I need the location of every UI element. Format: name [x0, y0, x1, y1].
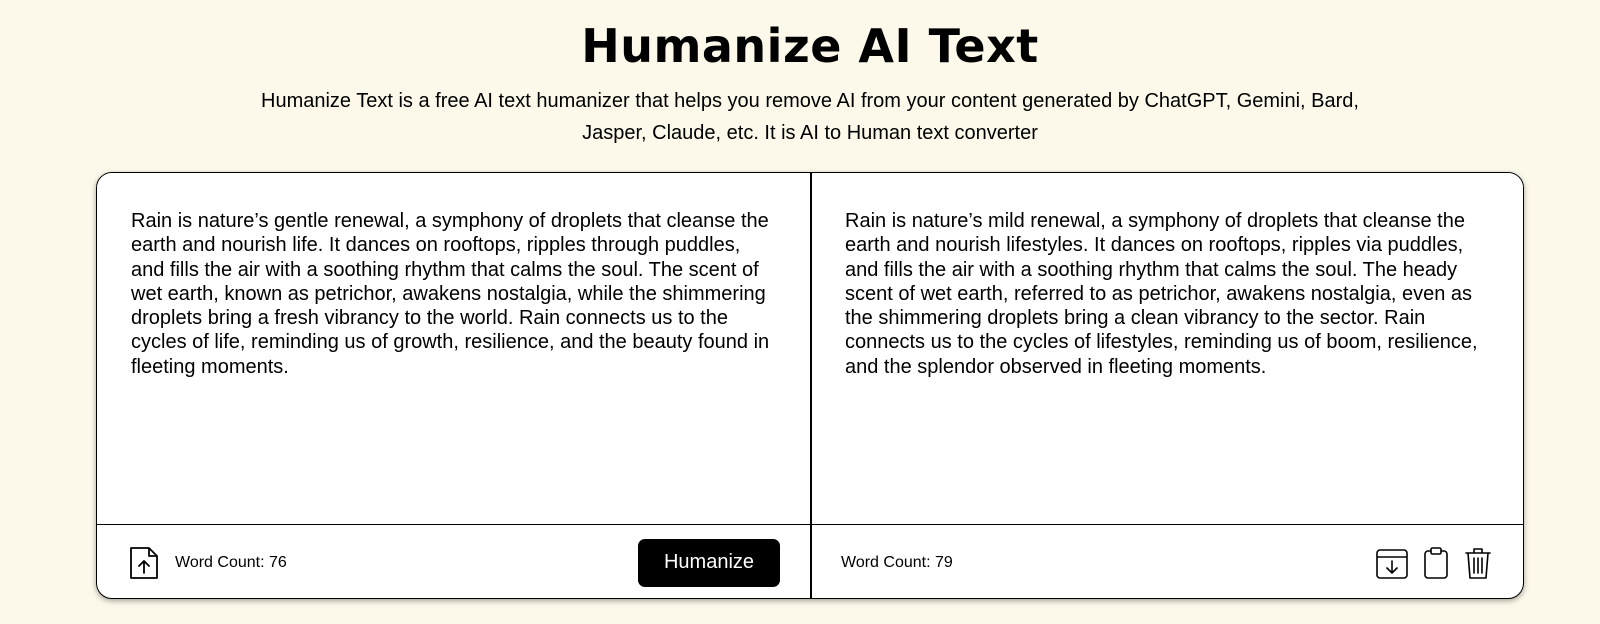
file-upload-icon[interactable] [129, 546, 159, 580]
humanizer-card [96, 172, 1524, 599]
input-footer [97, 525, 810, 599]
humanize-button[interactable]: Humanize [638, 539, 780, 587]
output-footer [812, 525, 1524, 599]
output-text-area[interactable]: Rain is nature’s mild renewal, a symphony of droplets that cleanse the earth and nourish lifestyles. It dances on rooftops, ripples via puddles, and fills the air with a soothing rhythm that calms the soul. The heady scent of wet earth, referred to as petrichor, awakens nostalgia, even as the shimmering droplets bring a clean vibrancy to the sector. Rain connects us to the cycles of lifestyles, reminding us of boom, resilience, and the splendor observed in fleeting moments. [845, 210, 1478, 378]
output-word-count: Word Count: 79 [841, 553, 953, 571]
output-actions [1375, 546, 1493, 580]
download-icon[interactable] [1375, 546, 1409, 580]
clipboard-icon[interactable] [1421, 546, 1451, 580]
page-title: Humanize AI Text [581, 19, 1039, 73]
input-word-count: Word Count: 76 [175, 553, 287, 571]
page-subtitle: Humanize Text is a free AI text humanizer that helps you remove AI from your content generated by ChatGPT, Gemini, Bard, Jasper, Claude, etc. It is AI to Human text converter [261, 90, 1359, 144]
trash-icon[interactable] [1463, 546, 1493, 580]
output-pane [811, 173, 1524, 525]
input-text-area[interactable]: Rain is nature’s gentle renewal, a symphony of droplets that cleanse the earth and nourish life. It dances on rooftops, ripples through puddles, and fills the air with a soothing rhythm that calms the soul. The scent of wet earth, known as petrichor, awakens nostalgia, while the shimmering droplets bring a fresh vibrancy to the world. Rain connects us to the cycles of life, reminding us of growth, resilience, and the beauty found in fleeting moments. [131, 210, 770, 378]
input-pane[interactable] [97, 173, 811, 525]
